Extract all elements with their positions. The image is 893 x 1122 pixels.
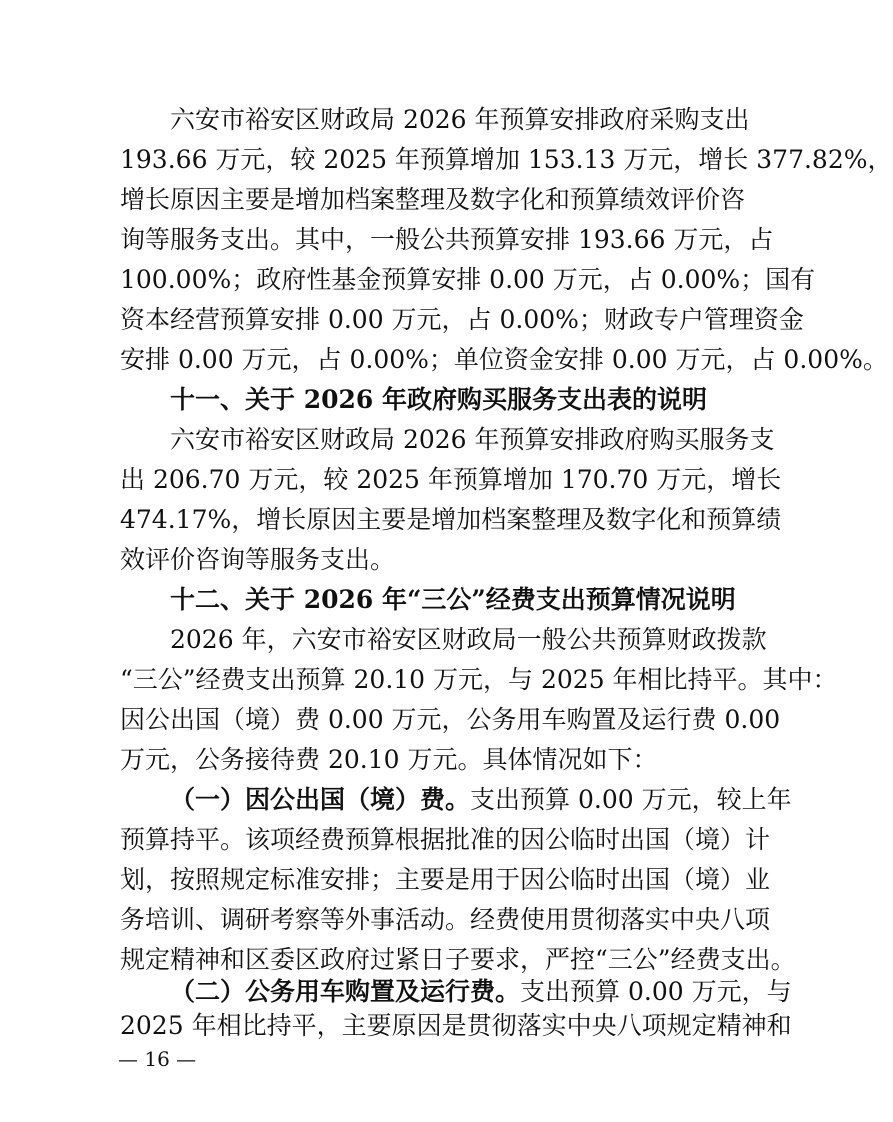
paragraph-line: 效评价咨询等服务支出。 (120, 545, 396, 574)
paragraph-text: 支出预算 0.00 万元，与 (520, 977, 792, 1006)
section-heading-12: 十二、关于 2026 年“三公”经费支出预算情况说明 (170, 585, 736, 614)
paragraph-line (170, 780, 792, 820)
paragraph-line: 因公出国（境）费 0.00 万元，公务用车购置及运行费 0.00 (120, 705, 781, 734)
paragraph-line: 193.66 万元，较 2025 年预算增加 153.13 万元，增长 377.82%， (120, 145, 893, 174)
paragraph-text: 支出预算 0.00 万元，较上年 (470, 785, 792, 814)
section-heading-11: 十一、关于 2026 年政府购买服务支出表的说明 (170, 385, 707, 414)
paragraph-line: 安排 0.00 万元，占 0.00%；单位资金安排 0.00 万元，占 0.00%。 (120, 345, 888, 374)
paragraph-line: “三公”经费支出预算 20.10 万元，与 2025 年相比持平。其中： (120, 665, 838, 694)
paragraph-line: 增长原因主要是增加档案整理及数字化和预算绩效评价咨 (120, 185, 746, 214)
paragraph-line: 务培训、调研考察等外事活动。经费使用贯彻落实中央八项 (120, 905, 771, 934)
paragraph-line: 划，按照规定标准安排；主要是用于因公临时出国（境）业 (120, 865, 771, 894)
paragraph-line: 474.17%，增长原因主要是增加档案整理及数字化和预算绩 (120, 505, 782, 534)
paragraph-line: 2025 年相比持平，主要原因是贯彻落实中央八项规定精神和 (120, 1011, 792, 1040)
paragraph-line: 六安市裕安区财政局 2026 年预算安排政府采购支出 (170, 105, 750, 134)
paragraph-line: 询等服务支出。其中，一般公共预算安排 193.66 万元，占 (120, 225, 774, 254)
paragraph-line: 2026 年，六安市裕安区财政局一般公共预算财政拨款 (170, 625, 767, 654)
paragraph-line: 资本经营预算安排 0.00 万元，占 0.00%；财政专户管理资金 (120, 305, 804, 334)
paragraph-line: 万元，公务接待费 20.10 万元。具体情况如下： (120, 745, 658, 774)
paragraph-line: 出 206.70 万元，较 2025 年预算增加 170.70 万元，增长 (120, 465, 782, 494)
paragraph-line: 规定精神和区委区政府过紧日子要求，严控“三公”经费支出。 (120, 945, 796, 974)
paragraph-line: 预算持平。该项经费预算根据批准的因公临时出国（境）计 (120, 825, 771, 854)
subsection-label-2: （二）公务用车购置及运行费。 (170, 977, 521, 1006)
paragraph-line: 100.00%；政府性基金预算安排 0.00 万元，占 0.00%；国有 (120, 265, 816, 294)
page-number: — 16 — (118, 1047, 197, 1071)
paragraph-line: 六安市裕安区财政局 2026 年预算安排政府购买服务支 (170, 425, 775, 454)
subsection-label-1: （一）因公出国（境）费。 (170, 785, 471, 814)
